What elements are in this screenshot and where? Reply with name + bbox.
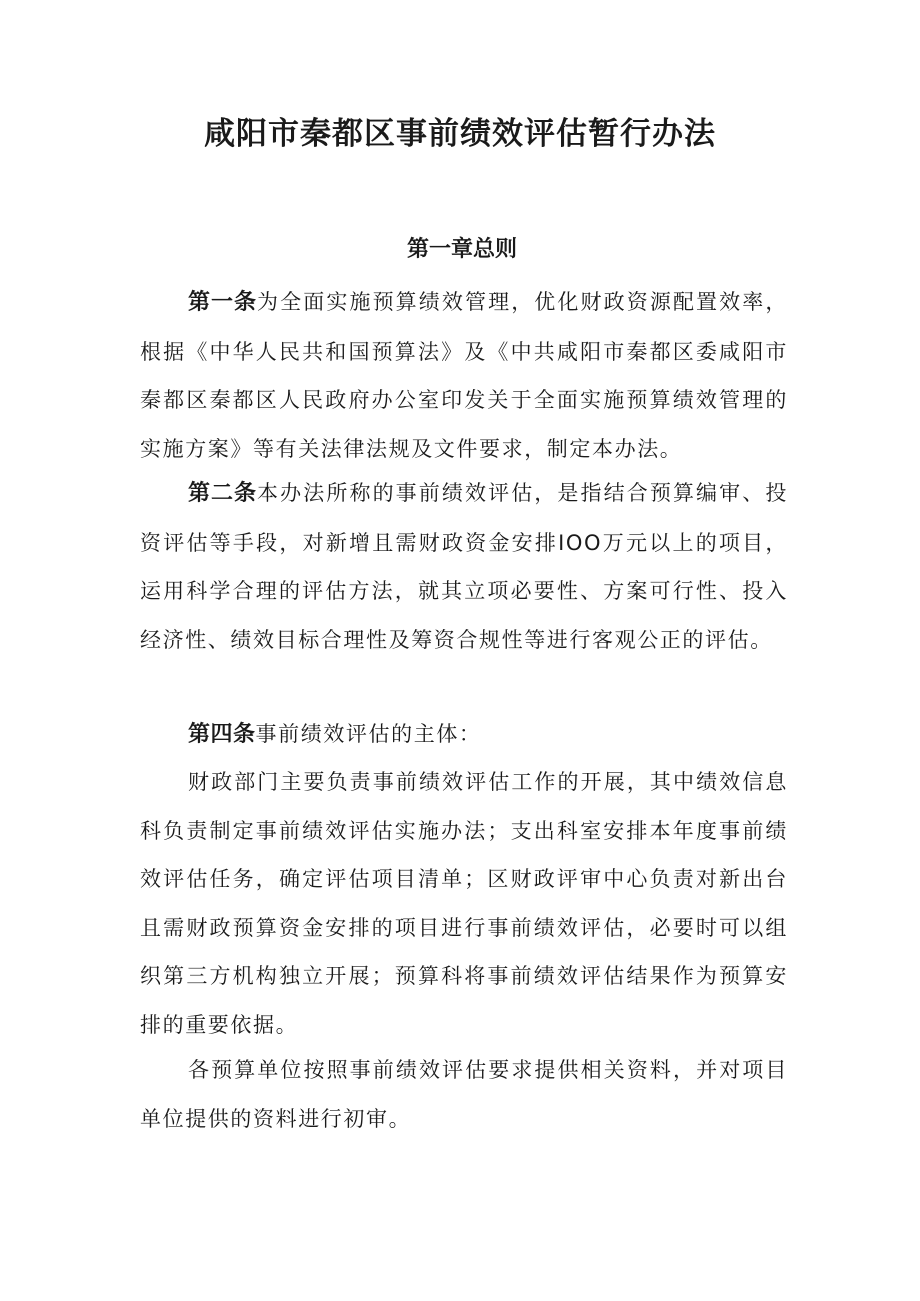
article-1-heading: 第一条 bbox=[188, 290, 258, 315]
finance-department-text: 财政部门主要负责事前绩效评估工作的开展，其中绩效信息科负责制定事前绩效评估实施办法；支出科室安排本年度事前绩效评估任务，确定评估项目清单；区财政评审中心负责对新出台且需财政预算资金安排的项目进行事前绩效评估，必要时可以组织第三方机构独立开展；预算科将事前绩效评估结果作为预算安排的重要依据。 bbox=[140, 770, 788, 1037]
article-4-paragraph bbox=[140, 710, 788, 760]
chapter-title: 第一章总则 bbox=[406, 237, 517, 262]
article-2-text: 本办法所称的事前绩效评估，是指结合预算编审、投资评估等手段，对新增且需财政资金安排IOO万元以上的项目，运用科学合理的评估方法，就其立项必要性、方案可行性、投入经济性、绩效目标合理性及筹资合规性等进行客观公正的评估。 bbox=[140, 481, 788, 652]
document-title: 咸阳市秦都区事前绩效评估暂行办法 bbox=[204, 116, 716, 152]
article-1-paragraph bbox=[140, 278, 788, 473]
article-2-paragraph bbox=[140, 469, 788, 664]
budget-units-text: 各预算单位按照事前绩效评估要求提供相关资料，并对项目单位提供的资料进行初审。 bbox=[140, 1058, 788, 1131]
budget-units-paragraph bbox=[140, 1046, 788, 1143]
article-1-text: 为全面实施预算绩效管理，优化财政资源配置效率，根据《中华人民共和国预算法》及《中共咸阳市秦都区委咸阳市秦都区秦都区人民政府办公室印发关于全面实施预算绩效管理的实施方案》等有关法律法规及文件要求，制定本办法。 bbox=[140, 290, 788, 461]
article-4-heading: 第四条 bbox=[188, 722, 256, 747]
article-4-text: 事前绩效评估的主体： bbox=[255, 722, 482, 746]
finance-department-paragraph bbox=[140, 758, 788, 1049]
article-2-heading: 第二条 bbox=[188, 481, 258, 506]
